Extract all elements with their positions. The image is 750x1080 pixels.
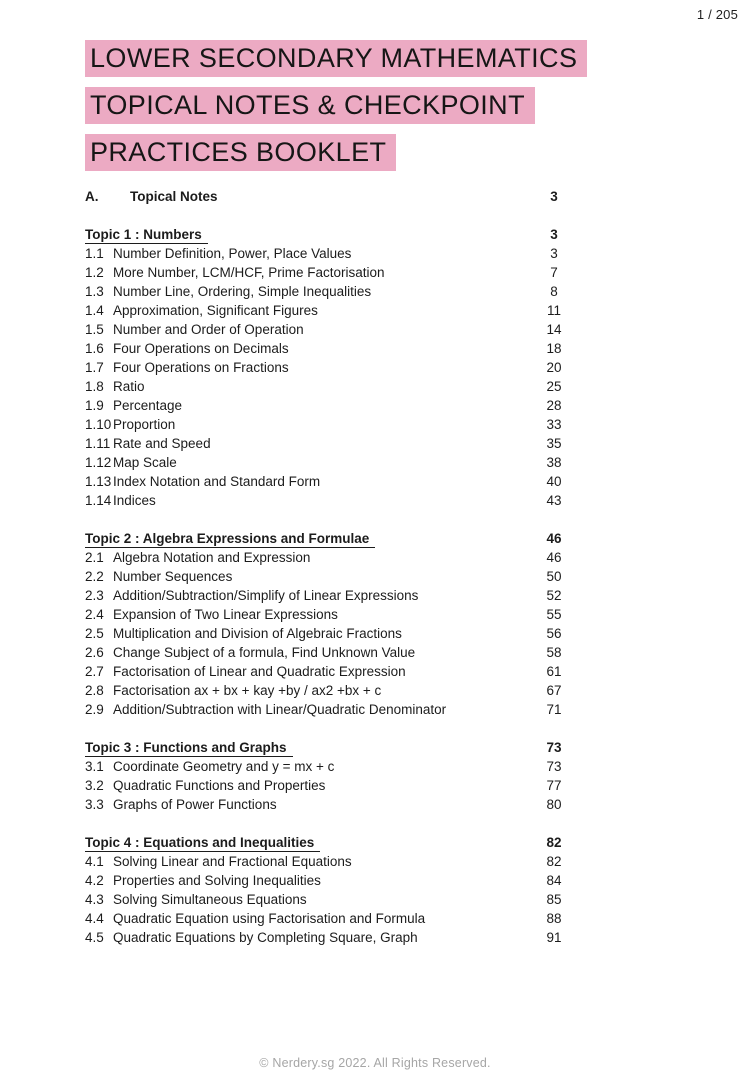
topic-title-cell — [85, 225, 536, 244]
item-label: Change Subject of a formula, Find Unknown Value — [113, 645, 416, 660]
item-page-number: 67 — [546, 683, 562, 698]
toc-item[interactable] — [85, 928, 572, 947]
item-number: 2.3 — [85, 588, 104, 603]
toc-item[interactable] — [85, 358, 572, 377]
item-label: Approximation, Significant Figures — [113, 303, 318, 318]
item-number: 4.4 — [85, 911, 104, 926]
title-highlight: TOPICAL NOTES & CHECKPOINT — [85, 87, 535, 124]
item-page-number: 80 — [546, 797, 562, 812]
item-label: Quadratic Functions and Properties — [113, 778, 326, 793]
item-label: Expansion of Two Linear Expressions — [113, 607, 338, 622]
item-number: 1.3 — [85, 284, 104, 299]
toc-item[interactable] — [85, 890, 572, 909]
item-number: 1.14 — [85, 493, 112, 508]
item-number: 1.13 — [85, 474, 112, 489]
toc-topic-block — [85, 529, 572, 719]
item-page-number: 71 — [546, 702, 562, 717]
item-page-number: 52 — [546, 588, 562, 603]
item-page-number: 35 — [546, 436, 562, 451]
title-line-3 — [85, 132, 600, 171]
title-line-2 — [85, 85, 600, 124]
toc-item[interactable] — [85, 776, 572, 795]
item-page-number: 84 — [546, 873, 562, 888]
topic-page-number: 73 — [546, 740, 562, 755]
toc-item[interactable] — [85, 624, 572, 643]
toc-topic-header[interactable] — [85, 738, 572, 757]
item-page-number: 61 — [546, 664, 562, 679]
toc-item[interactable] — [85, 301, 572, 320]
toc-item[interactable] — [85, 643, 572, 662]
item-page-number: 50 — [546, 569, 562, 584]
item-label: Indices — [113, 493, 156, 508]
toc-item[interactable] — [85, 909, 572, 928]
toc-item[interactable] — [85, 396, 572, 415]
topic-title-cell — [85, 529, 536, 548]
item-page-number: 46 — [546, 550, 562, 565]
toc-topic-block — [85, 738, 572, 814]
item-page-number: 56 — [546, 626, 562, 641]
toc-item[interactable] — [85, 852, 572, 871]
topic-page-number: 3 — [550, 227, 558, 242]
toc-item[interactable] — [85, 320, 572, 339]
item-page-number: 7 — [550, 265, 558, 280]
toc-item[interactable] — [85, 453, 572, 472]
item-number: 1.2 — [85, 265, 104, 280]
topic-title: Topic 1 : Numbers — [85, 227, 208, 244]
item-label: Factorisation ax + bx + kay +by / ax2 +bx + c — [113, 683, 382, 698]
item-page-number: 82 — [546, 854, 562, 869]
toc-item[interactable] — [85, 244, 572, 263]
item-page-number: 28 — [546, 398, 562, 413]
item-label: Four Operations on Decimals — [113, 341, 289, 356]
item-label: Algebra Notation and Expression — [113, 550, 311, 565]
item-number: 2.5 — [85, 626, 104, 641]
item-number: 1.1 — [85, 246, 104, 261]
item-label: Quadratic Equations by Completing Square, Graph — [113, 930, 418, 945]
copyright-footer: © Nerdery.sg 2022. All Rights Reserved. — [259, 1056, 491, 1070]
page-indicator: 1 / 205 — [696, 7, 738, 22]
item-number: 2.8 — [85, 683, 104, 698]
item-page-number: 91 — [546, 930, 562, 945]
item-page-number: 33 — [546, 417, 562, 432]
item-label: Number and Order of Operation — [113, 322, 304, 337]
item-number: 2.4 — [85, 607, 104, 622]
item-page-number: 40 — [546, 474, 562, 489]
topic-title: Topic 2 : Algebra Expressions and Formulae — [85, 531, 375, 548]
item-label: Properties and Solving Inequalities — [113, 873, 321, 888]
item-number: 4.2 — [85, 873, 104, 888]
item-number: 3.3 — [85, 797, 104, 812]
toc-section-heading[interactable] — [85, 187, 572, 206]
item-number: 4.5 — [85, 930, 104, 945]
toc-item[interactable] — [85, 339, 572, 358]
item-number: 2.2 — [85, 569, 104, 584]
item-number: 1.6 — [85, 341, 104, 356]
item-page-number: 55 — [546, 607, 562, 622]
item-number: 2.7 — [85, 664, 104, 679]
item-number: 1.9 — [85, 398, 104, 413]
toc-item[interactable] — [85, 795, 572, 814]
toc-item[interactable] — [85, 472, 572, 491]
table-of-contents — [85, 187, 572, 947]
item-number: 4.3 — [85, 892, 104, 907]
topic-page-number: 46 — [546, 531, 562, 546]
item-page-number: 25 — [546, 379, 562, 394]
title-line-1 — [85, 38, 600, 77]
item-label: Map Scale — [113, 455, 177, 470]
item-number: 2.9 — [85, 702, 104, 717]
toc-item[interactable] — [85, 491, 572, 510]
item-page-number: 73 — [546, 759, 562, 774]
section-letter: A. — [85, 189, 99, 204]
item-label: Coordinate Geometry and y = mx + c — [113, 759, 335, 774]
item-label: Number Sequences — [113, 569, 233, 584]
toc-item[interactable] — [85, 681, 572, 700]
item-number: 3.2 — [85, 778, 104, 793]
toc-item[interactable] — [85, 700, 572, 719]
document-page-content — [85, 38, 600, 947]
item-label: Graphs of Power Functions — [113, 797, 277, 812]
toc-item[interactable] — [85, 662, 572, 681]
item-number: 3.1 — [85, 759, 104, 774]
item-label: Solving Linear and Fractional Equations — [113, 854, 352, 869]
item-label: Number Definition, Power, Place Values — [113, 246, 352, 261]
topic-title: Topic 4 : Equations and Inequalities — [85, 835, 320, 852]
item-label: More Number, LCM/HCF, Prime Factorisation — [113, 265, 385, 280]
toc-topic-block — [85, 225, 572, 510]
item-page-number: 8 — [550, 284, 558, 299]
item-label: Percentage — [113, 398, 183, 413]
item-number: 1.11 — [85, 436, 111, 451]
item-page-number: 58 — [546, 645, 562, 660]
title-highlight: LOWER SECONDARY MATHEMATICS — [85, 40, 587, 77]
toc-item[interactable] — [85, 605, 572, 624]
topic-title: Topic 3 : Functions and Graphs — [85, 740, 293, 757]
toc-item[interactable] — [85, 586, 572, 605]
toc-item[interactable] — [85, 377, 572, 396]
item-label: Proportion — [113, 417, 176, 432]
toc-item[interactable] — [85, 282, 572, 301]
item-page-number: 14 — [546, 322, 562, 337]
item-label: Addition/Subtraction/Simplify of Linear Expressions — [113, 588, 419, 603]
title-highlight: PRACTICES BOOKLET — [85, 134, 396, 171]
item-page-number: 20 — [546, 360, 562, 375]
toc-item[interactable] — [85, 263, 572, 282]
toc-topic-header[interactable] — [85, 529, 572, 548]
toc-topic-header[interactable] — [85, 833, 572, 852]
item-number: 1.12 — [85, 455, 112, 470]
toc-item[interactable] — [85, 415, 572, 434]
topic-page-number: 82 — [546, 835, 562, 850]
toc-item[interactable] — [85, 434, 572, 453]
item-number: 1.5 — [85, 322, 104, 337]
item-label: Number Line, Ordering, Simple Inequalities — [113, 284, 372, 299]
topic-title-cell — [85, 833, 536, 852]
item-number: 1.8 — [85, 379, 104, 394]
item-number: 2.6 — [85, 645, 104, 660]
toc-topic-block — [85, 833, 572, 947]
item-number: 1.4 — [85, 303, 104, 318]
section-title: Topical Notes — [130, 189, 218, 204]
item-label: Ratio — [113, 379, 145, 394]
item-number: 1.7 — [85, 360, 104, 375]
item-label: Addition/Subtraction with Linear/Quadratic Denominator — [113, 702, 447, 717]
item-label: Multiplication and Division of Algebraic Fractions — [113, 626, 402, 641]
topic-title-cell — [85, 738, 536, 757]
item-page-number: 3 — [550, 246, 558, 261]
item-label: Four Operations on Fractions — [113, 360, 289, 375]
toc-topic-header[interactable] — [85, 225, 572, 244]
document-title — [85, 38, 600, 171]
toc-item[interactable] — [85, 548, 572, 567]
toc-topics-list — [85, 225, 572, 947]
item-label: Quadratic Equation using Factorisation and Formula — [113, 911, 426, 926]
item-page-number: 18 — [546, 341, 562, 356]
item-number: 1.10 — [85, 417, 112, 432]
item-page-number: 43 — [546, 493, 562, 508]
section-page-number: 3 — [550, 189, 558, 204]
item-page-number: 38 — [546, 455, 562, 470]
item-label: Rate and Speed — [113, 436, 211, 451]
item-page-number: 77 — [546, 778, 562, 793]
toc-item[interactable] — [85, 567, 572, 586]
item-page-number: 88 — [546, 911, 562, 926]
item-label: Solving Simultaneous Equations — [113, 892, 307, 907]
item-page-number: 85 — [546, 892, 562, 907]
item-label: Index Notation and Standard Form — [113, 474, 321, 489]
item-number: 4.1 — [85, 854, 104, 869]
item-number: 2.1 — [85, 550, 104, 565]
item-label: Factorisation of Linear and Quadratic Expression — [113, 664, 406, 679]
item-page-number: 11 — [546, 303, 561, 318]
toc-item[interactable] — [85, 871, 572, 890]
toc-item[interactable] — [85, 757, 572, 776]
